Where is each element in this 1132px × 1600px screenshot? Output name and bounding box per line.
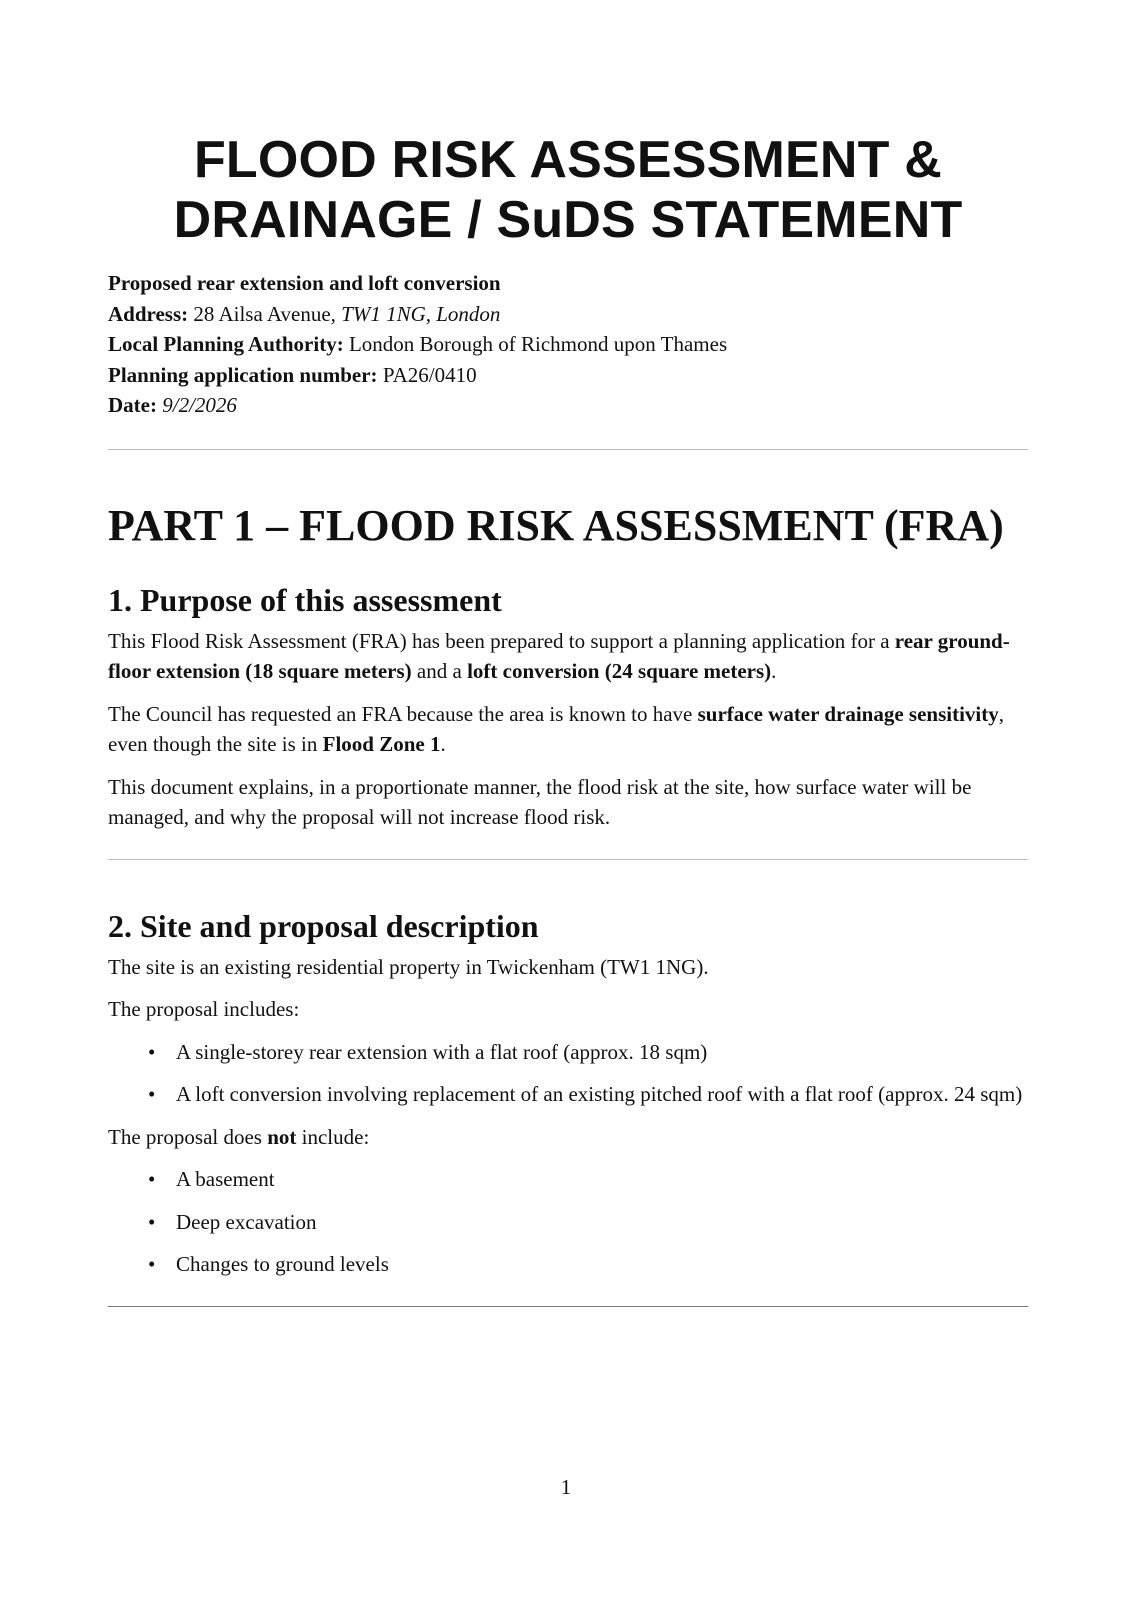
section-1-paragraph-1: This Flood Risk Assessment (FRA) has been prepared to support a planning application for a rear ground-floor extension (18 square meters) and a loft conversion (24 square meters). bbox=[108, 628, 1010, 683]
list-item: • Changes to ground levels bbox=[108, 1249, 1028, 1280]
bullet-icon: • bbox=[148, 1209, 156, 1234]
list-item: • A loft conversion involving replacement of an existing pitched roof with a flat roof (approx. 24 sqm) bbox=[108, 1079, 1028, 1110]
bullet-icon: • bbox=[148, 1167, 156, 1191]
list-item: • Deep excavation bbox=[108, 1207, 1028, 1238]
section-2-paragraph-3: The proposal does not include: bbox=[108, 1124, 370, 1149]
section-1-paragraph-2: The Council has requested an FRA because the area is known to have surface water drainage sensitivity, even though the site is in Flood Zone 1. bbox=[108, 701, 1004, 756]
document-metadata bbox=[108, 268, 1028, 421]
bullet-icon: • bbox=[148, 1039, 156, 1064]
section-2-heading: 2. Site and proposal description bbox=[108, 907, 539, 944]
bullet-icon: • bbox=[148, 1082, 156, 1106]
divider bbox=[108, 1306, 1028, 1307]
meta-application-number: Planning application number: PA26/0410 bbox=[108, 362, 477, 387]
section-2-paragraph-2: The proposal includes: bbox=[108, 997, 300, 1021]
divider bbox=[108, 859, 1028, 860]
bullet-icon: • bbox=[148, 1252, 156, 1276]
section-1-heading: 1. Purpose of this assessment bbox=[108, 581, 502, 618]
proposal-excludes-list bbox=[108, 1164, 1028, 1280]
proposal-includes-list bbox=[108, 1037, 1028, 1110]
meta-address: Address: 28 Ailsa Avenue, TW1 1NG, London bbox=[108, 301, 501, 326]
part-1-title: PART 1 – FLOOD RISK ASSESSMENT (FRA) bbox=[108, 500, 1004, 550]
page-number: 1 bbox=[560, 1475, 572, 1499]
list-item: • A single-storey rear extension with a flat roof (approx. 18 sqm) bbox=[108, 1037, 1028, 1068]
document-page bbox=[108, 0, 1028, 1307]
meta-subtitle: Proposed rear extension and loft conversion bbox=[108, 271, 501, 295]
divider bbox=[108, 449, 1028, 450]
section-1-paragraph-3: This document explains, in a proportionate manner, the flood risk at the site, how surface water will be managed, and why the proposal will not increase flood risk. bbox=[108, 774, 972, 829]
document-title-line-1: FLOOD RISK ASSESSMENT & bbox=[193, 131, 943, 189]
document-title-line-2: DRAINAGE / SuDS STATEMENT bbox=[173, 191, 963, 249]
section-2-paragraph-1: The site is an existing residential property in Twickenham (TW1 1NG). bbox=[108, 954, 709, 979]
meta-date: Date: 9/2/2026 bbox=[108, 393, 237, 417]
meta-local-planning-authority: Local Planning Authority: London Borough of Richmond upon Thames bbox=[108, 332, 728, 356]
list-item: • A basement bbox=[108, 1164, 1028, 1195]
document-title bbox=[108, 0, 1028, 250]
